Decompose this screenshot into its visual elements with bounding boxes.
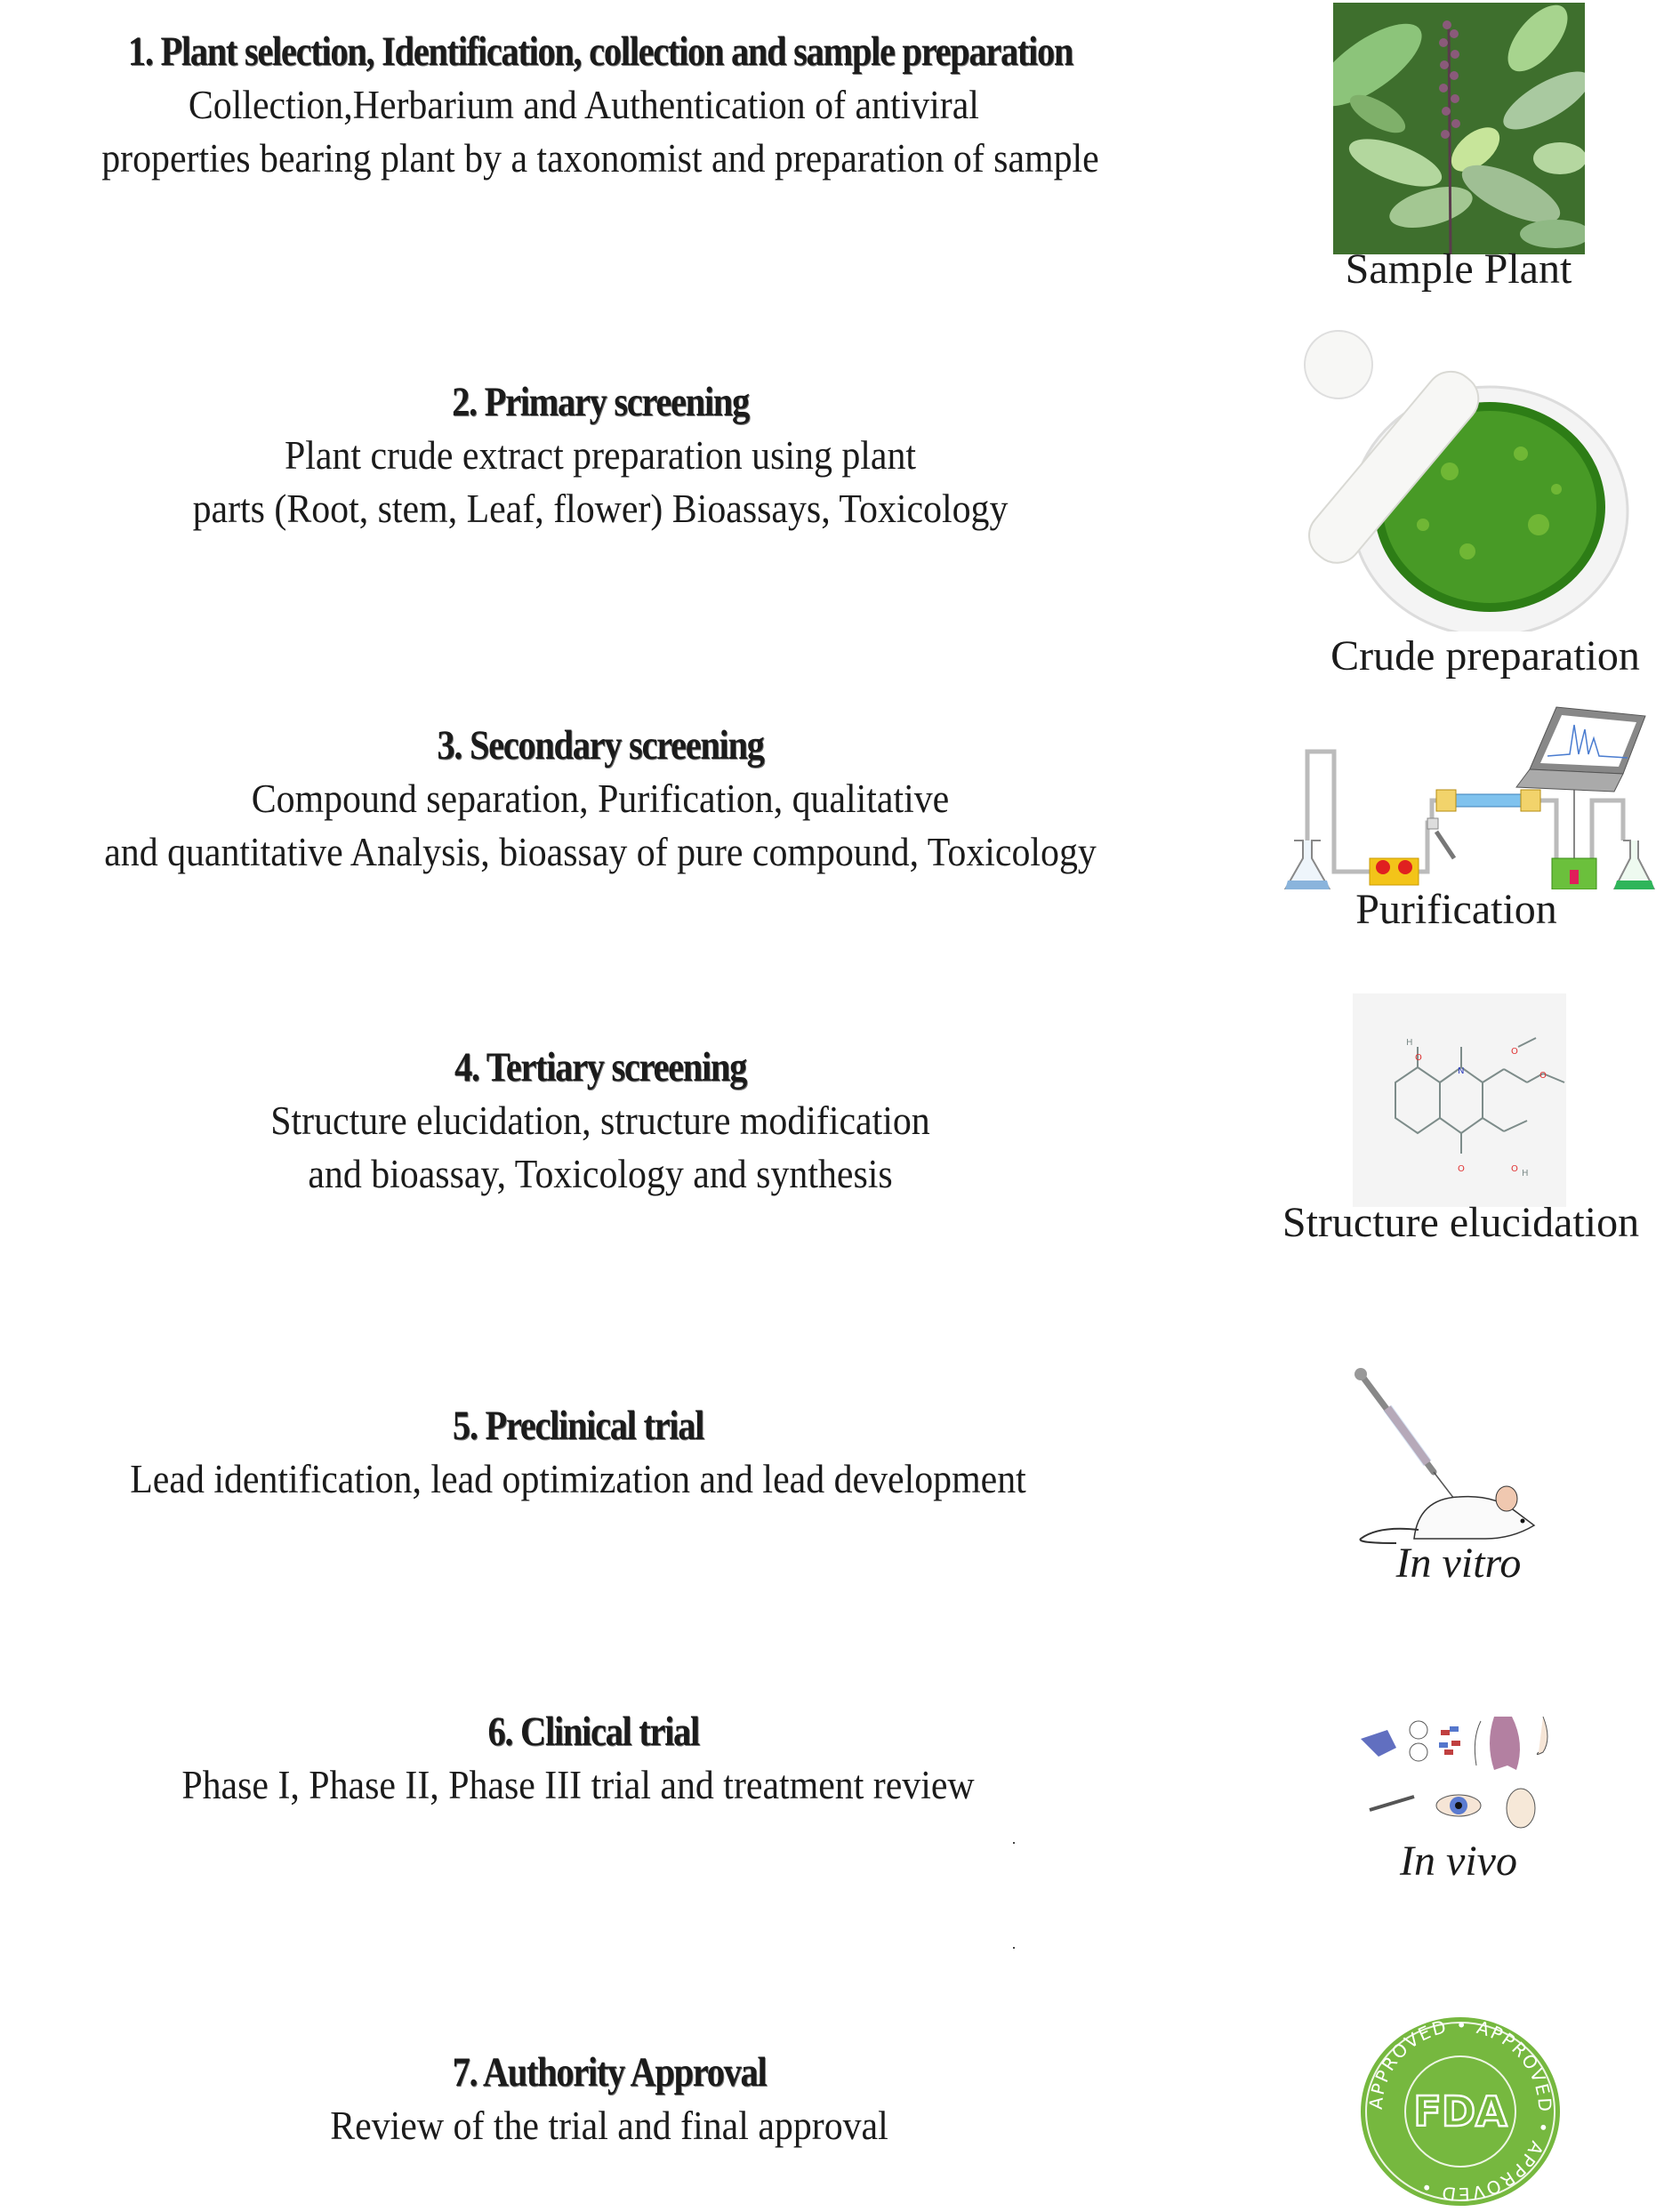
plant-photo-icon bbox=[1333, 3, 1585, 254]
step-description-line: Plant crude extract preparation using plant bbox=[284, 433, 917, 478]
drug-administration-routes-icon bbox=[1352, 1694, 1583, 1846]
stray-dot bbox=[1013, 1842, 1015, 1844]
step-title: 1. Plant selection, Identification, collection and sample preparation bbox=[127, 28, 1073, 75]
step-5 bbox=[0, 1399, 1156, 1506]
step-description-line: Phase I, Phase II, Phase III trial and treatment review bbox=[181, 1763, 975, 1807]
svg-text:O: O bbox=[1511, 1047, 1518, 1057]
svg-text:O: O bbox=[1539, 1071, 1547, 1081]
figure-label: In vitro bbox=[1395, 1540, 1522, 1587]
step-title: 2. Primary screening bbox=[452, 379, 749, 425]
step-description-line: Structure elucidation, structure modification bbox=[270, 1098, 930, 1143]
step-3 bbox=[0, 719, 1201, 879]
figure-label: Crude preparation bbox=[1330, 632, 1640, 680]
step-4 bbox=[0, 1041, 1201, 1201]
svg-text:H: H bbox=[1406, 1038, 1413, 1048]
step-title: 4. Tertiary screening bbox=[454, 1044, 747, 1090]
step-description-line: parts (Root, stem, Leaf, flower) Bioassays, Toxicology bbox=[192, 487, 1009, 531]
step-title: 7. Authority Approval bbox=[452, 2049, 767, 2095]
step-title: 6. Clinical trial bbox=[487, 1709, 699, 1755]
figure-label: Structure elucidation bbox=[1282, 1199, 1640, 1246]
svg-text:FDA: FDA bbox=[1413, 2087, 1507, 2136]
step-description-line: properties bearing plant by a taxonomist and preparation of sample bbox=[101, 136, 1099, 181]
step-title: 3. Secondary screening bbox=[437, 722, 764, 768]
step-7 bbox=[0, 2046, 1218, 2152]
mortar-pestle-icon bbox=[1272, 320, 1645, 631]
step-description-line: and quantitative Analysis, bioassay of pure compound, Toxicology bbox=[104, 830, 1097, 874]
figure-label: Purification bbox=[1355, 886, 1557, 933]
svg-text:APPROVED • APPROVED • APPROVED: APPROVED • APPROVED • APPROVED • bbox=[1364, 2014, 1556, 2206]
chemical-structure-icon bbox=[1353, 993, 1566, 1207]
svg-text:O: O bbox=[1458, 1164, 1465, 1174]
step-2 bbox=[0, 375, 1201, 535]
figure-label: In vivo bbox=[1400, 1838, 1517, 1885]
step-title: 5. Preclinical trial bbox=[452, 1403, 704, 1449]
step-description-line: Compound separation, Purification, qualitative bbox=[251, 776, 950, 821]
svg-text:O: O bbox=[1511, 1164, 1518, 1174]
chromatography-apparatus-icon bbox=[1263, 703, 1663, 889]
svg-text:N: N bbox=[1458, 1066, 1465, 1076]
step-1 bbox=[0, 25, 1201, 185]
step-description-line: Collection,Herbarium and Authentication of antiviral bbox=[188, 83, 979, 127]
step-description-line: and bioassay, Toxicology and synthesis bbox=[308, 1152, 893, 1196]
step-6 bbox=[0, 1705, 1156, 1812]
step-description-line: Review of the trial and final approval bbox=[330, 2103, 888, 2148]
figure-label: Sample Plant bbox=[1345, 245, 1572, 293]
step-description-line: Lead identification, lead optimization and lead development bbox=[130, 1457, 1026, 1501]
mouse-syringe-icon bbox=[1352, 1365, 1565, 1548]
fda-approved-seal-icon bbox=[1358, 2012, 1563, 2208]
stray-dot bbox=[1013, 1947, 1015, 1949]
svg-text:H: H bbox=[1522, 1169, 1529, 1178]
svg-text:O: O bbox=[1415, 1053, 1422, 1063]
